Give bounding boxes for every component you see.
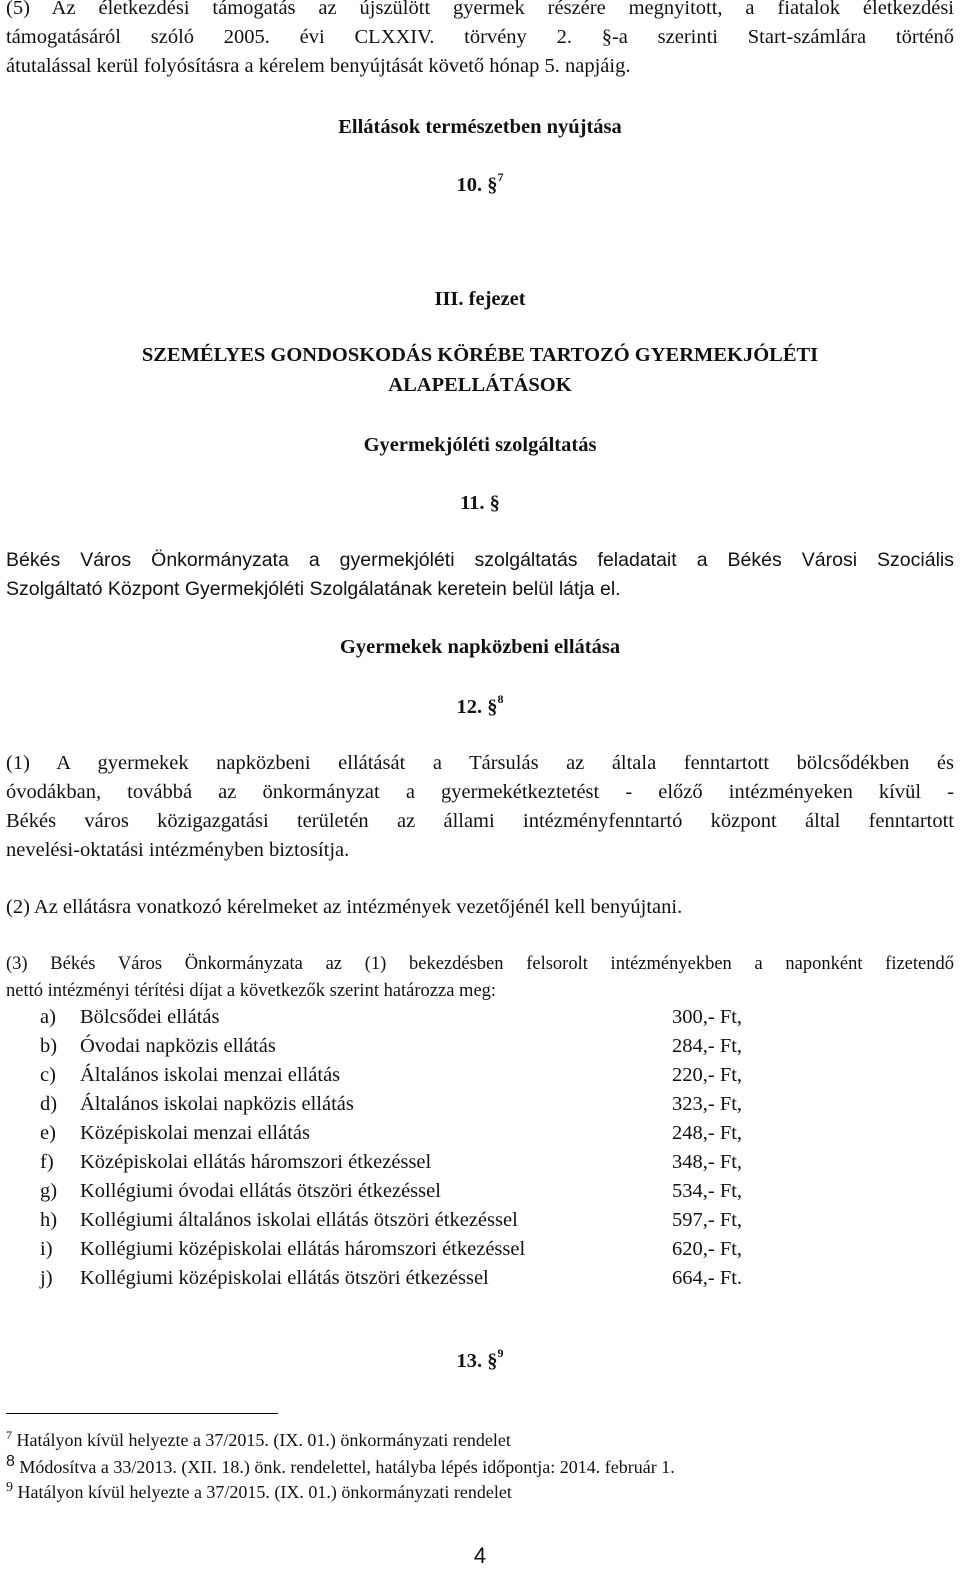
subsection-line: Békés város közigazgatási területén az állami intézményfenntartó központ által fenntartott [6, 810, 954, 832]
fee-row [40, 1119, 760, 1148]
fee-label: Kollégiumi középiskolai ellátás háromszori étkezéssel [80, 1238, 526, 1260]
subsection-line: nevelési-oktatási intézményben biztosítja. [6, 839, 350, 861]
fee-amount: 597,- Ft, [672, 1209, 743, 1231]
chapter-title-line2: ALAPELLÁTÁSOK [388, 374, 572, 396]
fee-amount: 534,- Ft, [672, 1180, 743, 1202]
fee-row [40, 1061, 760, 1090]
footnote-number: 8 [6, 1453, 15, 1470]
fee-amount: 220,- Ft, [672, 1064, 743, 1086]
footnote-ref-7: 7 [497, 170, 504, 184]
fee-row [40, 1177, 760, 1206]
fee-label: Kollégiumi általános iskolai ellátás ötszöri étkezéssel [80, 1209, 518, 1231]
subsection-line: óvodákban, továbbá az önkormányzat a gyermekétkeztetést - előző intézményeken kívül - [6, 781, 954, 803]
footnote-text: Módosítva a 33/2013. (XII. 18.) önk. rendelettel, hatályba lépés időpontja: 2014. február 1. [19, 1457, 675, 1477]
fee-label: Kollégiumi középiskolai ellátás ötszöri étkezéssel [80, 1267, 489, 1289]
fee-label: Bölcsődei ellátás [80, 1006, 220, 1028]
fee-amount: 348,- Ft, [672, 1151, 743, 1173]
fee-letter: j) [40, 1267, 53, 1289]
fee-letter: b) [40, 1035, 58, 1057]
fee-label: Óvodai napközis ellátás [80, 1035, 276, 1057]
fee-row [40, 1148, 760, 1177]
subsection-line: (3) Békés Város Önkormányzata az (1) bekezdésben felsorolt intézményekben a naponként fizetendő [6, 954, 954, 974]
page-number: 4 [473, 1543, 487, 1568]
section-title-gyermekjoleti: Gyermekjóléti szolgáltatás [363, 434, 597, 456]
footnote-ref-8: 8 [497, 692, 504, 706]
fee-amount: 300,- Ft, [672, 1006, 743, 1028]
fee-amount: 323,- Ft, [672, 1093, 743, 1115]
fee-letter: d) [40, 1093, 58, 1115]
fee-letter: e) [40, 1122, 56, 1144]
fee-letter: a) [40, 1006, 56, 1028]
paragraph-11-line: Szolgáltató Központ Gyermekjóléti Szolgálatának keretein belül látja el. [6, 578, 621, 600]
fee-amount: 284,- Ft, [672, 1035, 743, 1057]
footnote-number: 7 [6, 1428, 12, 1442]
fee-label: Kollégiumi óvodai ellátás ötszöri étkezéssel [80, 1180, 441, 1202]
fee-label: Középiskolai menzai ellátás [80, 1122, 310, 1144]
footnote-7 [6, 1424, 511, 1451]
subsection-line: (1) A gyermekek napközbeni ellátását a Társulás az általa fenntartott bölcsődékben és [6, 752, 954, 774]
paragraph-12-label: 12. § [456, 695, 498, 718]
footnote-text: Hatályon kívül helyezte a 37/2015. (IX. 01.) önkormányzati rendelet [17, 1482, 512, 1502]
paragraph-13-heading [0, 1348, 960, 1373]
chapter-title-line1: SZEMÉLYES GONDOSKODÁS KÖRÉBE TARTOZÓ GYERMEKJÓLÉTI [141, 344, 819, 366]
footnote-9 [6, 1477, 512, 1503]
section-title-napkozbeni: Gyermekek napközbeni ellátása [339, 636, 621, 658]
section-title-ellatasok: Ellátások természetben nyújtása [338, 116, 622, 138]
fee-row [40, 1264, 760, 1293]
intro-line: átutalással kerül folyósításra a kérelem benyújtását követő hónap 5. napjáig. [6, 55, 631, 77]
fee-row [40, 1206, 760, 1235]
footnote-text: Hatályon kívül helyezte a 37/2015. (IX. 01.) önkormányzati rendelet [16, 1430, 511, 1450]
fee-letter: g) [40, 1180, 58, 1202]
fee-letter: f) [40, 1151, 54, 1173]
fee-amount: 664,- Ft. [672, 1267, 743, 1289]
paragraph-13-label: 13. § [456, 1349, 498, 1372]
fee-label: Általános iskolai menzai ellátás [80, 1064, 341, 1086]
paragraph-10-label: 10. § [456, 173, 498, 196]
paragraph-12-subsection-2: (2) Az ellátásra vonatkozó kérelmeket az intézmények vezetőjénél kell benyújtani. [6, 896, 683, 918]
fee-label: Általános iskolai napközis ellátás [80, 1093, 354, 1115]
paragraph-12-heading [0, 694, 960, 719]
subsection-line: nettó intézményi térítési díjat a következők szerint határozza meg: [6, 981, 497, 1001]
fee-row [40, 1235, 760, 1264]
paragraph-11-line: Békés Város Önkormányzata a gyermekjóléti szolgáltatás feladatait a Békés Városi Szociális [6, 549, 954, 571]
fee-row [40, 1003, 760, 1032]
footnote-separator [6, 1413, 278, 1414]
intro-line: (5) Az életkezdési támogatás az újszülött gyermek részére megnyitott, a fiatalok életkezdési [6, 0, 954, 19]
paragraph-11-heading: 11. § [460, 492, 500, 514]
chapter-label: III. fejezet [434, 288, 526, 310]
fee-row [40, 1090, 760, 1119]
fee-label: Középiskolai ellátás háromszori étkezéssel [80, 1151, 432, 1173]
intro-line: támogatásáról szóló 2005. évi CLXXIV. törvény 2. §-a szerinti Start-számlára történő [6, 26, 954, 48]
fee-letter: i) [40, 1238, 53, 1260]
footnote-number: 9 [6, 1480, 13, 1495]
fee-row [40, 1032, 760, 1061]
fee-letter: c) [40, 1064, 56, 1086]
footnote-8 [6, 1451, 675, 1478]
fee-letter: h) [40, 1209, 58, 1231]
fee-amount: 620,- Ft, [672, 1238, 743, 1260]
paragraph-10-heading [0, 172, 960, 197]
footnote-ref-9: 9 [497, 1346, 504, 1360]
fee-amount: 248,- Ft, [672, 1122, 743, 1144]
